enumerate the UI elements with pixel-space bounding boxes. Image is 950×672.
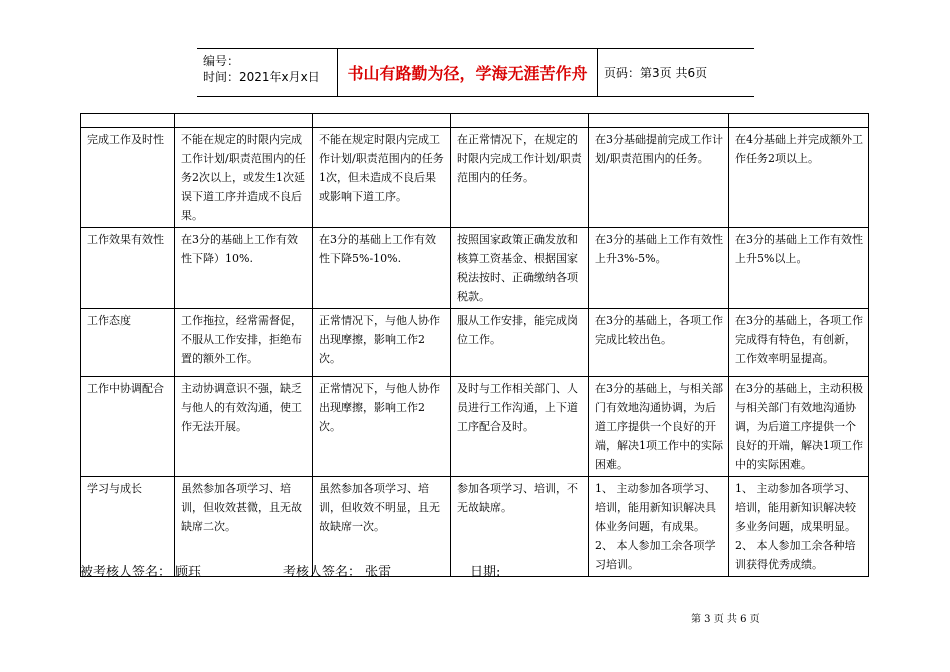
header-motto-cell	[338, 49, 598, 96]
table-cell: 不能在规定时限内完成工作计划/职责范围内的任务1次，但未造成不良后果或影响下道工序。	[313, 128, 451, 228]
table-cell: 在3分的基础上工作有效性上升5%以上。	[729, 228, 869, 309]
table-row	[81, 309, 869, 377]
table-row	[81, 128, 869, 228]
table-cell: 虽然参加各项学习、培训，但收效不明显，且无故缺席一次。	[313, 477, 451, 577]
table-cell: 正常情况下，与他人协作出现摩擦，影响工作2次。	[313, 377, 451, 477]
examinee-signature: 被考核人签名： 顾珏	[80, 565, 202, 580]
table-cell: 参加各项学习、培训，不无故缺席。	[451, 477, 589, 577]
header-meta-cell	[197, 49, 338, 96]
list-item: 1、 主动参加各项学习、培训，能用新知识解决具体业务问题，有成果。	[595, 482, 716, 533]
header-motto: 书山有路勤为径，学海无涯苦作舟	[347, 64, 588, 83]
table-cell: 在正常情况下，在规定的时限内完成工作计划/职责范围内的任务。	[451, 128, 589, 228]
table-cell: 及时与工作相关部门、人员进行工作沟通，上下道工序配合及时。	[451, 377, 589, 477]
list-item: 1、 主动参加各项学习、培训，能用新知识解决较多业务问题，成果明显。	[735, 482, 856, 533]
table-cell: 在3分基础提前完成工作计划/职责范围内的任务。	[589, 128, 729, 228]
table-cell: 工作拖拉，经常需督促，不服从工作安排，拒绝布置的额外工作。	[175, 309, 313, 377]
row-label: 工作中协调配合	[81, 377, 175, 477]
table-cell: 在3分的基础上工作有效性下降）10%.	[175, 228, 313, 309]
row-label: 完成工作及时性	[81, 128, 175, 228]
table-cell: 不能在规定的时限内完成工作计划/职责范围内的任务2次以上，或发生1次延误下道工序并造成不良后果。	[175, 128, 313, 228]
header-page-cell	[598, 49, 760, 96]
table-cell: 在3分的基础上工作有效性下降5%-10%.	[313, 228, 451, 309]
page-footer: 第 3 页 共 6 页	[691, 614, 760, 625]
table-cell: 虽然参加各项学习、培训，但收效甚微，且无故缺席二次。	[175, 477, 313, 577]
document-time-label: 时间：2021年x月x日	[203, 70, 320, 84]
header-page-number: 页码：第3页 共6页	[604, 66, 708, 80]
table-row	[81, 377, 869, 477]
evaluation-table	[80, 113, 869, 577]
row-label: 工作态度	[81, 309, 175, 377]
table-cell: 服从工作安排，能完成岗位工作。	[451, 309, 589, 377]
table-row	[81, 228, 869, 309]
list-item: 2、 本人参加工余各种培训获得优秀成绩。	[735, 539, 856, 571]
table-blank-row	[81, 114, 869, 128]
table-cell: 按照国家政策正确发放和核算工资基金、根据国家税法按时、正确缴纳各项税款。	[451, 228, 589, 309]
document-number-label: 编号：	[203, 54, 240, 68]
table-cell: 在3分的基础上，主动积极与相关部门有效地沟通协调，为后道工序提供一个良好的开端，解决1项工作中的实际困难。	[729, 377, 869, 477]
list-item: 2、 本人参加工余各项学习培训。	[595, 539, 716, 571]
row-label: 工作效果有效性	[81, 228, 175, 309]
table-cell: 在3分的基础上工作有效性上升3%-5%。	[589, 228, 729, 309]
examiner-signature: 考核人签名： 张雷	[283, 565, 392, 580]
signature-date: 日期:	[470, 565, 501, 580]
page-header	[197, 48, 754, 97]
table-cell	[589, 477, 729, 577]
table-cell	[729, 477, 869, 577]
table-cell: 正常情况下，与他人协作出现摩擦，影响工作2次。	[313, 309, 451, 377]
table-cell: 在3分的基础上，各项工作完成得有特色，有创新，工作效率明显提高。	[729, 309, 869, 377]
table-cell: 在4分基础上并完成额外工作任务2项以上。	[729, 128, 869, 228]
table-cell: 在3分的基础上，各项工作完成比较出色。	[589, 309, 729, 377]
table-cell: 在3分的基础上，与相关部门有效地沟通协调，为后道工序提供一个良好的开端，解决1项工作中的实际困难。	[589, 377, 729, 477]
row-label: 学习与成长	[81, 477, 175, 577]
table-cell: 主动协调意识不强，缺乏与他人的有效沟通，使工作无法开展。	[175, 377, 313, 477]
